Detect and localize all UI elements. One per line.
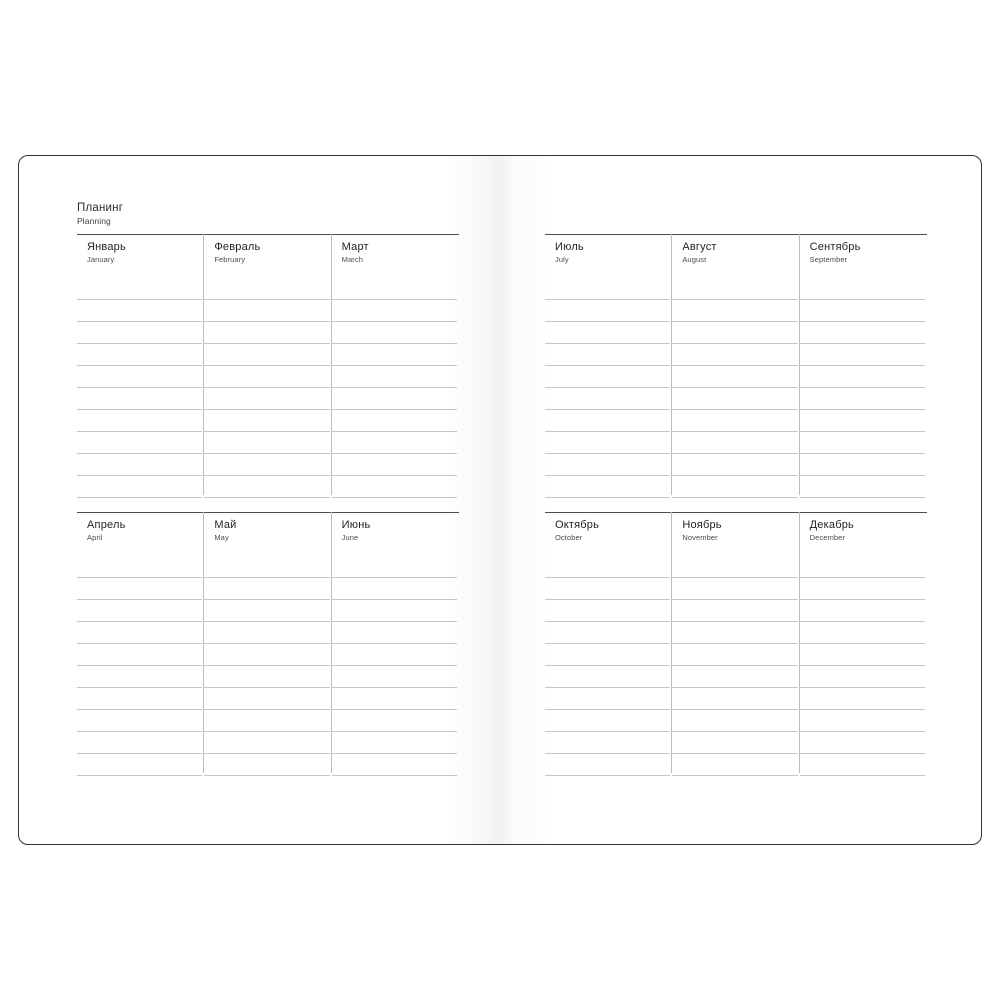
writing-line[interactable] [672, 710, 797, 732]
writing-line[interactable] [800, 322, 925, 344]
writing-line[interactable] [77, 754, 202, 776]
writing-line[interactable] [800, 366, 925, 388]
month-name-en: September [809, 254, 848, 264]
month-name-ru: Июнь [341, 519, 371, 531]
month-name-ru: Январь [87, 241, 126, 253]
writing-line[interactable] [800, 666, 925, 688]
month-header [800, 512, 927, 556]
writing-line[interactable] [332, 688, 457, 710]
month-name-en: January [87, 254, 115, 264]
page-title-ru: Планинг [77, 202, 124, 214]
writing-line[interactable] [672, 578, 797, 600]
writing-line[interactable] [332, 754, 457, 776]
writing-lines[interactable] [332, 278, 459, 498]
page-title-en: Planning [77, 216, 111, 227]
writing-line[interactable] [77, 622, 202, 644]
writing-line[interactable] [204, 278, 329, 300]
month-row-q3 [545, 234, 927, 507]
writing-line[interactable] [545, 732, 670, 754]
writing-line[interactable] [204, 300, 329, 322]
writing-line[interactable] [672, 754, 797, 776]
writing-line[interactable] [800, 432, 925, 454]
month-block-november [672, 512, 799, 785]
month-name-ru: Март [341, 241, 369, 253]
month-block-june [332, 512, 459, 785]
writing-line[interactable] [77, 432, 202, 454]
writing-line[interactable] [77, 410, 202, 432]
writing-line[interactable] [545, 710, 670, 732]
writing-lines[interactable] [672, 278, 799, 498]
month-name-en: October [555, 532, 583, 542]
writing-line[interactable] [545, 278, 670, 300]
month-row-q4 [545, 512, 927, 785]
writing-lines[interactable] [77, 556, 204, 776]
writing-line[interactable] [204, 754, 329, 776]
writing-line[interactable] [545, 366, 670, 388]
writing-line[interactable] [204, 410, 329, 432]
writing-line[interactable] [204, 454, 329, 476]
writing-line[interactable] [332, 410, 457, 432]
writing-line[interactable] [332, 556, 457, 578]
month-name-ru: Ноябрь [682, 519, 722, 531]
writing-line[interactable] [332, 454, 457, 476]
writing-line[interactable] [545, 300, 670, 322]
writing-line[interactable] [204, 644, 329, 666]
writing-line[interactable] [800, 622, 925, 644]
writing-line[interactable] [672, 300, 797, 322]
writing-line[interactable] [672, 556, 797, 578]
writing-line[interactable] [204, 578, 329, 600]
writing-line[interactable] [332, 578, 457, 600]
month-name-ru: Май [214, 519, 237, 531]
writing-line[interactable] [672, 322, 797, 344]
writing-line[interactable] [545, 388, 670, 410]
month-name-ru: Апрель [87, 519, 126, 531]
month-header [204, 512, 331, 556]
month-name-en: March [341, 254, 363, 264]
month-block-january [77, 234, 204, 507]
month-name-en: August [682, 254, 707, 264]
month-name-ru: Июль [555, 241, 584, 253]
writing-line[interactable] [332, 300, 457, 322]
writing-line[interactable] [204, 732, 329, 754]
month-header [77, 512, 204, 556]
writing-line[interactable] [672, 622, 797, 644]
writing-lines[interactable] [545, 278, 672, 498]
writing-line[interactable] [77, 344, 202, 366]
writing-line[interactable] [77, 644, 202, 666]
writing-line[interactable] [77, 600, 202, 622]
writing-line[interactable] [800, 644, 925, 666]
writing-lines[interactable] [800, 556, 927, 776]
page-left [19, 156, 500, 844]
writing-line[interactable] [204, 322, 329, 344]
page-title [77, 201, 123, 227]
month-block-april [77, 512, 204, 785]
writing-line[interactable] [204, 344, 329, 366]
month-block-october [545, 512, 672, 785]
writing-lines[interactable] [204, 556, 331, 776]
writing-line[interactable] [77, 278, 202, 300]
writing-lines[interactable] [672, 556, 799, 776]
writing-line[interactable] [672, 388, 797, 410]
writing-line[interactable] [800, 278, 925, 300]
writing-line[interactable] [545, 410, 670, 432]
month-block-march [332, 234, 459, 507]
writing-line[interactable] [672, 688, 797, 710]
month-block-august [672, 234, 799, 507]
writing-line[interactable] [800, 710, 925, 732]
writing-line[interactable] [77, 710, 202, 732]
writing-line[interactable] [77, 366, 202, 388]
writing-line[interactable] [332, 322, 457, 344]
month-name-ru: Декабрь [809, 519, 854, 531]
writing-lines[interactable] [77, 278, 204, 498]
writing-line[interactable] [545, 432, 670, 454]
writing-line[interactable] [800, 476, 925, 498]
writing-line[interactable] [672, 454, 797, 476]
month-header [204, 234, 331, 278]
writing-line[interactable] [800, 410, 925, 432]
month-block-december [800, 512, 927, 785]
writing-line[interactable] [800, 344, 925, 366]
writing-line[interactable] [672, 666, 797, 688]
writing-line[interactable] [545, 322, 670, 344]
month-name-ru: Октябрь [555, 519, 600, 531]
month-name-en: July [555, 254, 569, 264]
writing-line[interactable] [77, 556, 202, 578]
month-name-ru: Сентябрь [809, 241, 861, 253]
planner-spread [18, 155, 982, 845]
writing-line[interactable] [545, 454, 670, 476]
writing-line[interactable] [77, 688, 202, 710]
writing-line[interactable] [672, 732, 797, 754]
writing-line[interactable] [800, 732, 925, 754]
writing-line[interactable] [545, 688, 670, 710]
month-header [332, 512, 459, 556]
writing-line[interactable] [545, 578, 670, 600]
writing-line[interactable] [332, 278, 457, 300]
writing-lines[interactable] [800, 278, 927, 498]
writing-line[interactable] [672, 344, 797, 366]
writing-line[interactable] [672, 432, 797, 454]
writing-line[interactable] [332, 600, 457, 622]
writing-line[interactable] [545, 644, 670, 666]
writing-line[interactable] [800, 556, 925, 578]
month-header [332, 234, 459, 278]
writing-line[interactable] [77, 322, 202, 344]
writing-line[interactable] [332, 710, 457, 732]
writing-line[interactable] [204, 666, 329, 688]
writing-line[interactable] [204, 388, 329, 410]
writing-line[interactable] [332, 366, 457, 388]
writing-line[interactable] [672, 600, 797, 622]
page-right [500, 156, 981, 844]
writing-line[interactable] [204, 432, 329, 454]
month-block-september [800, 234, 927, 507]
month-name-en: February [214, 254, 246, 264]
month-block-may [204, 512, 331, 785]
writing-line[interactable] [204, 556, 329, 578]
month-header [545, 512, 672, 556]
writing-line[interactable] [672, 278, 797, 300]
writing-lines[interactable] [545, 556, 672, 776]
month-name-en: April [87, 532, 103, 542]
writing-line[interactable] [800, 754, 925, 776]
writing-line[interactable] [545, 622, 670, 644]
writing-line[interactable] [545, 344, 670, 366]
writing-line[interactable] [332, 732, 457, 754]
writing-line[interactable] [545, 476, 670, 498]
writing-line[interactable] [800, 388, 925, 410]
writing-line[interactable] [204, 688, 329, 710]
month-name-ru: Февраль [214, 241, 261, 253]
writing-line[interactable] [672, 476, 797, 498]
writing-line[interactable] [800, 454, 925, 476]
writing-line[interactable] [332, 344, 457, 366]
writing-line[interactable] [77, 578, 202, 600]
month-row-q2 [77, 512, 459, 785]
writing-line[interactable] [672, 410, 797, 432]
writing-lines[interactable] [204, 278, 331, 498]
month-block-july [545, 234, 672, 507]
writing-line[interactable] [332, 644, 457, 666]
writing-line[interactable] [204, 710, 329, 732]
month-name-en: December [809, 532, 846, 542]
writing-line[interactable] [672, 644, 797, 666]
writing-line[interactable] [204, 600, 329, 622]
writing-line[interactable] [545, 754, 670, 776]
writing-line[interactable] [332, 476, 457, 498]
writing-line[interactable] [77, 454, 202, 476]
writing-line[interactable] [332, 388, 457, 410]
month-name-en: November [682, 532, 718, 542]
writing-line[interactable] [332, 432, 457, 454]
writing-line[interactable] [204, 366, 329, 388]
writing-line[interactable] [77, 388, 202, 410]
writing-line[interactable] [800, 578, 925, 600]
writing-line[interactable] [800, 300, 925, 322]
writing-line[interactable] [332, 666, 457, 688]
writing-line[interactable] [800, 600, 925, 622]
month-row-q1 [77, 234, 459, 507]
month-name-en: June [341, 532, 359, 542]
month-name-ru: Август [682, 241, 717, 253]
writing-line[interactable] [77, 300, 202, 322]
month-header [672, 234, 799, 278]
month-header [545, 234, 672, 278]
writing-line[interactable] [545, 666, 670, 688]
month-header [77, 234, 204, 278]
month-name-en: May [214, 532, 229, 542]
writing-line[interactable] [77, 666, 202, 688]
writing-line[interactable] [800, 688, 925, 710]
writing-line[interactable] [204, 476, 329, 498]
writing-line[interactable] [204, 622, 329, 644]
writing-line[interactable] [545, 600, 670, 622]
month-header [800, 234, 927, 278]
month-header [672, 512, 799, 556]
writing-lines[interactable] [332, 556, 459, 776]
writing-line[interactable] [672, 366, 797, 388]
writing-line[interactable] [77, 476, 202, 498]
writing-line[interactable] [77, 732, 202, 754]
month-block-february [204, 234, 331, 507]
writing-line[interactable] [332, 622, 457, 644]
writing-line[interactable] [545, 556, 670, 578]
